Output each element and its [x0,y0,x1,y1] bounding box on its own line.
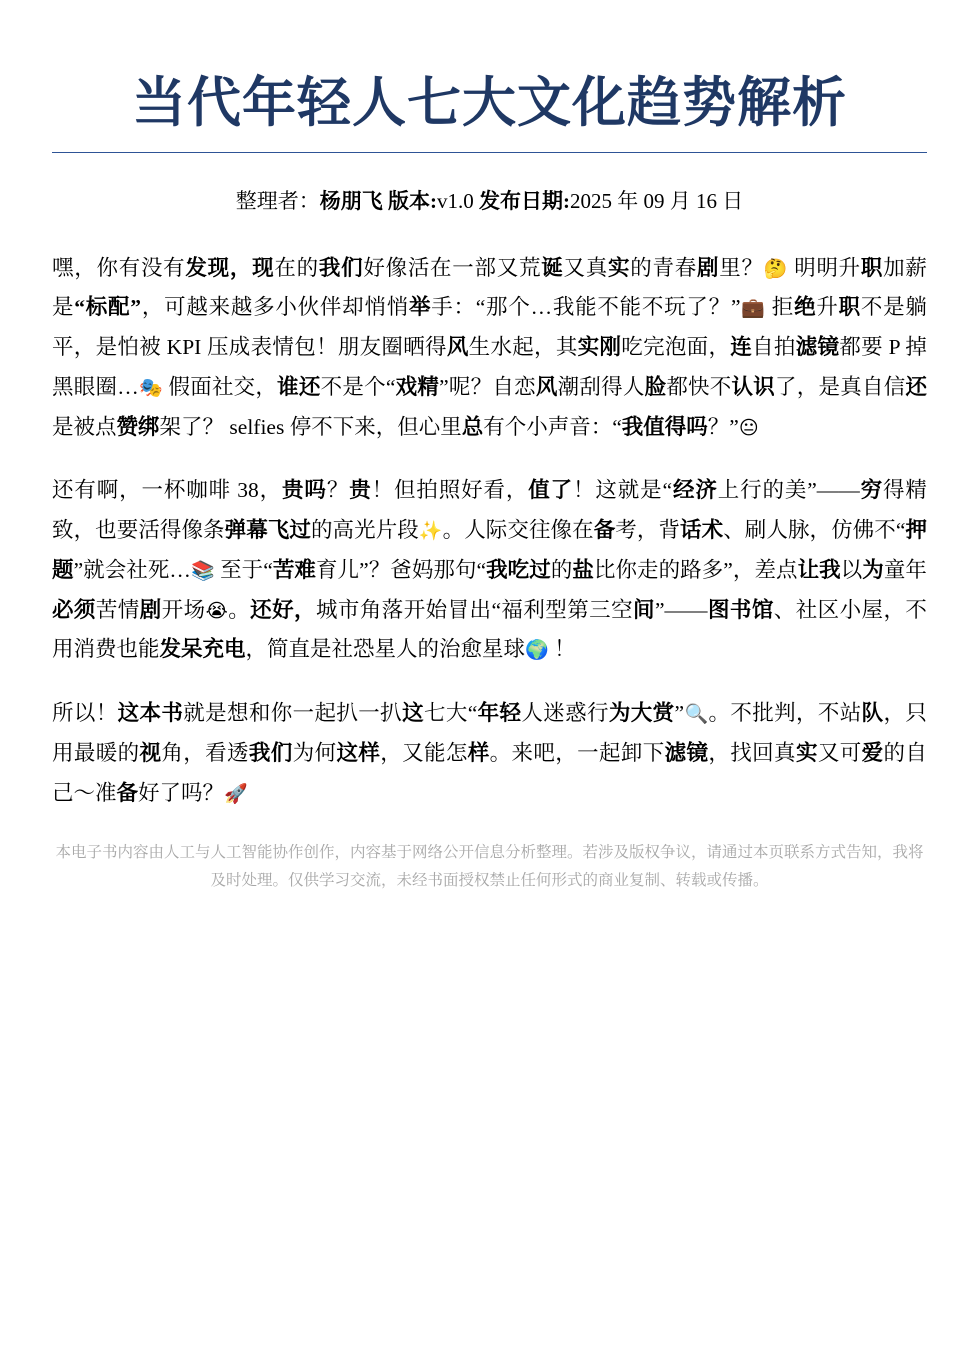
text-run: 明明升 [788,255,861,280]
version-meta [388,189,479,213]
text-run: 又可 [817,740,862,765]
text-run: 戏精 [395,374,440,399]
text-run: 了，是真自信 [775,374,906,399]
text-run: 。来吧，一起卸下 [489,740,665,765]
text-run: 在的 [274,255,319,280]
text-run: 总 [461,414,484,439]
text-run: 经济 [672,478,718,503]
emoji-glyph: 🤔 [763,257,789,280]
text-run: 让我 [797,557,841,582]
text-run: 还有啊，一杯咖啡 38， [52,478,283,503]
text-run: 这样 [336,740,381,765]
text-run: 都快不 [666,374,732,399]
text-run: 苦难 [272,557,316,582]
text-run: 诞 [541,255,564,280]
text-run: 贵 [349,478,372,503]
emoji-glyph: 😭 [205,599,229,622]
text-run: “标配” [74,295,142,320]
text-run: 城市角落开始冒出“福利型第三空 [315,597,634,622]
text-run: 比你走的路多”，差点 [593,557,798,582]
emoji-glyph: 🔍 [684,703,709,726]
text-run: 视 [139,740,162,765]
text-run: 。不批判，不站 [708,701,862,726]
text-run: 潮刮得人 [557,374,645,399]
text-run: 。 [228,597,251,622]
text-run: 至于“ [214,557,273,582]
text-run: 这本书 [117,701,184,726]
text-run: 实 [795,740,818,765]
text-run: 押题 [52,518,927,582]
text-run: ，只用最暖的 [52,701,927,765]
text-run: 育儿”？爸妈那句“ [315,557,487,582]
text-run: 角，看透 [161,740,249,765]
text-run: 职 [860,255,884,280]
compiler-meta [236,189,388,213]
text-run: 升 [816,295,839,320]
text-run: 剧 [139,597,162,622]
text-run: 假面社交， [162,374,278,399]
text-run: 就是想和你一起扒一扒 [183,701,403,726]
text-run: 架了？ selfies 停不下来，但心里 [159,414,462,439]
text-run: 是被点 [52,414,117,439]
text-run: 弹幕飞过 [224,518,311,543]
text-run: 备 [116,780,139,805]
text-run: ！这就是“ [573,478,673,503]
text-run: 人迷惑行 [521,701,609,726]
text-run: 风 [535,374,558,399]
compiler-label: 整理者： [235,188,320,213]
text-run: 、刷人脉，仿佛不“ [723,518,906,543]
text-run: 赞绑 [116,414,160,439]
text-run: ，简直是社恐星人的治愈星球 [245,637,526,662]
emoji-glyph: 🚀 [224,782,248,805]
text-run: ？ [326,478,350,503]
text-run: 有个小声音：“ [483,414,622,439]
emoji-glyph: 💼 [740,297,766,320]
text-run: 里？ [719,255,764,280]
text-run: ” [674,701,685,726]
text-run: 好了吗？ [138,780,225,805]
text-run: ？” [707,414,739,439]
text-run: 。人际交往像在 [442,518,594,543]
emoji-glyph: 😐 [738,416,759,439]
version-label: 版本: [388,188,437,213]
copyright-note: 本电子书内容由人工与人工智能协作创作，内容基于网络公开信息分析整理。若涉及版权争议，请通过本页联系方式告知，我将及时处理。仅供学习交流，未经书面授权禁止任何形式的商业复制、转载或传播。 [55,844,924,889]
text-run: ！但拍照好看， [371,478,529,503]
text-run: 上行的美”—— [717,478,860,503]
text-run: 绝 [794,295,817,320]
text-run: 又真 [563,255,608,280]
text-run: 滤镜 [664,740,709,765]
text-run: 贵吗 [282,478,327,503]
text-run: 值了 [528,478,574,503]
text-run: 实 [607,255,631,280]
text-run: 苦情 [95,597,140,622]
text-run: ！ [548,637,576,662]
text-run: 话术 [680,518,724,543]
document-body [52,249,927,814]
text-run: 间 [633,597,655,622]
text-run: 穷 [859,478,884,503]
text-run: 年轻 [477,701,522,726]
text-run: 生水起，其 [468,335,578,360]
text-run: 剧 [696,255,720,280]
text-run: 的自己～准 [52,740,927,805]
text-run: 嘿，你有没有 [52,255,186,280]
text-run: 我值得吗 [621,414,708,439]
text-run: 必须 [52,597,96,622]
text-run: 爱 [861,740,884,765]
text-run: 我们 [248,740,293,765]
text-run: 为何 [292,740,337,765]
date-meta [479,189,743,213]
text-run: 认识 [731,374,776,399]
emoji-glyph: ✨ [418,520,443,543]
text-run: 手：“那个…我能不能不玩了？” [431,295,741,320]
text-run: 开场 [161,597,206,622]
text-run: ，可越来越多小伙伴却悄悄 [141,295,409,320]
text-run: 好像活在一部又荒 [363,255,542,280]
emoji-glyph: 🎭 [138,376,163,399]
text-run: 风 [446,335,469,360]
text-run: 还 [905,374,927,399]
text-run: 样 [467,740,490,765]
text-run: 连 [730,335,753,360]
text-run: 以 [840,557,863,582]
text-run: 举 [408,295,432,320]
text-run: 加薪是 [52,255,927,320]
text-run: 为 [862,557,884,582]
title-divider [52,152,927,153]
body-paragraph [52,249,927,448]
text-run: 脸 [644,374,667,399]
text-run: 不是个“ [320,374,396,399]
text-run: ，找回真 [708,740,796,765]
text-run: 七大“ [423,701,478,726]
date-label: 发布日期: [479,188,570,213]
date-value: 2025 年 09 月 16 日 [570,188,744,213]
text-run: 的 [550,557,573,582]
text-run: 谁还 [277,374,321,399]
text-run: 发现，现 [185,255,275,280]
text-run: 的青春 [630,255,697,280]
document-metadata [52,185,927,215]
text-run: 这 [402,701,424,726]
text-run: 实刚 [577,335,622,360]
emoji-glyph: 🌍 [525,639,549,662]
text-run: 盐 [572,557,594,582]
text-run: ”—— [654,597,708,622]
body-paragraph [52,471,927,670]
version-value: v1.0 [437,188,474,213]
text-run: 队 [861,701,884,726]
text-run: 不是躺平，是怕被 KPI 压成表情包！朋友圈晒得 [52,295,927,360]
text-run: 自拍 [752,335,796,360]
page-title: 当代年轻人七大文化趋势解析 [132,73,847,133]
text-run: 、社区小屋，不用消费也能 [52,597,927,662]
text-run: 吃完泡面， [621,335,731,360]
text-run: 考，背 [615,518,681,543]
text-run: 职 [838,295,861,320]
text-run: 还好， [250,597,316,622]
text-run: 得精致，也要活得像条 [52,478,927,543]
emoji-glyph: 📚 [190,559,215,582]
text-run: 发呆充电 [159,637,246,662]
text-run: 我们 [318,255,364,280]
text-run: 所以！ [52,701,118,726]
text-run: ，又能怎 [380,740,468,765]
text-run: 拒 [765,295,795,320]
text-run: ”呢？自恋 [439,374,536,399]
text-run: 都要 P 掉黑眼圈… [52,335,927,399]
text-run: 备 [593,518,616,543]
compiler-name: 杨朋飞 [319,188,383,213]
text-run: 为大赏 [608,701,675,726]
text-run: 的高光片段 [310,518,419,543]
text-run: 图书馆 [707,597,774,622]
text-run: 滤镜 [795,335,840,360]
text-run: 童年 [883,557,927,582]
text-run: 我吃过 [486,557,551,582]
text-run: ”就会社死… [73,557,191,582]
body-paragraph [52,694,927,813]
